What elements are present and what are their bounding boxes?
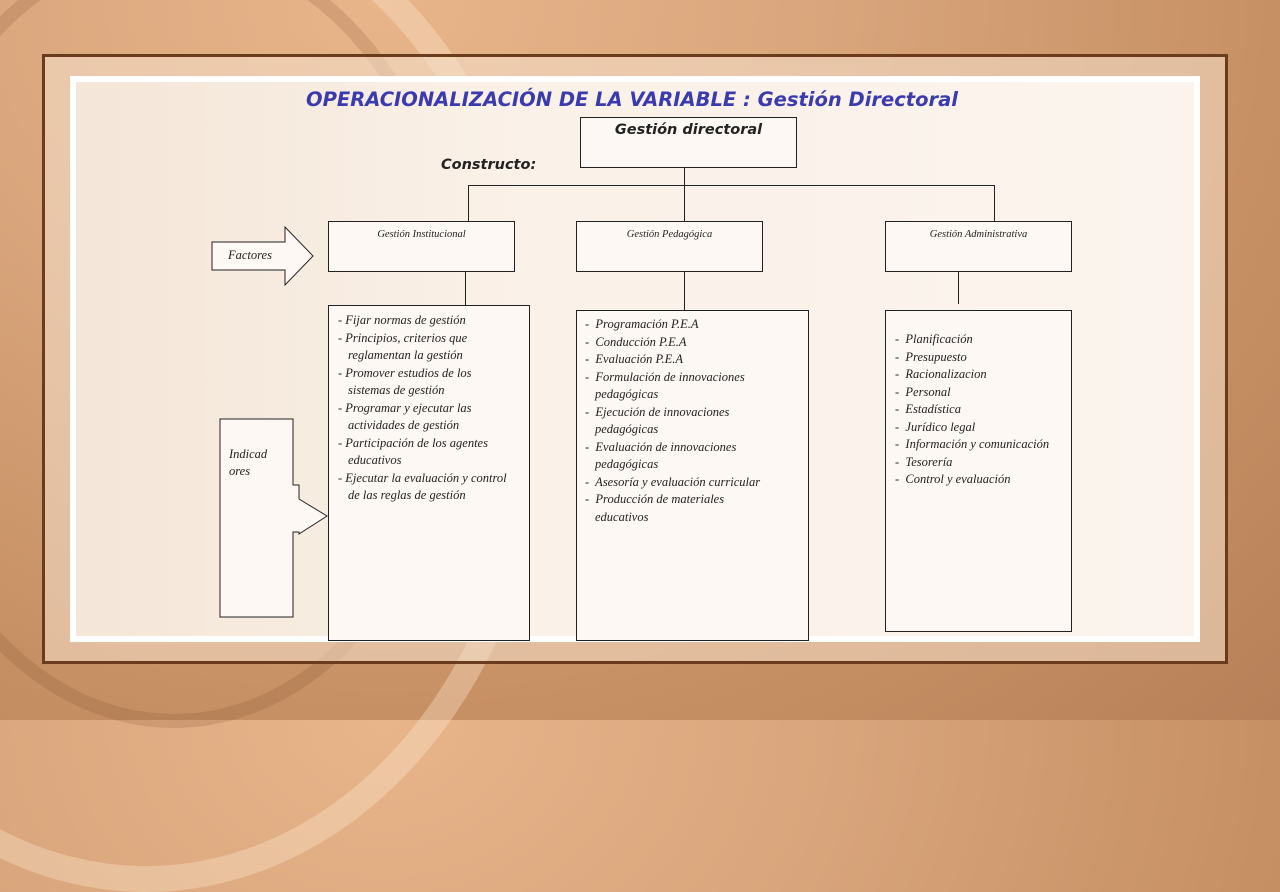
factor-gestion-administrativa [885,221,1072,272]
indicadores-label-line1: Indicad [229,447,268,461]
indicadores-label-line2: ores [229,464,251,478]
root-node-gestion-directoral [580,117,797,168]
indicators-administrativa-list [895,331,1055,489]
factor-label: Gestión Pedagógica [626,229,713,240]
indicator-item: - Evaluación de innovaciones pedagógicas [585,439,740,471]
indicator-item: - Ejecución de innovaciones pedagógicas [585,404,733,436]
indicator-item: - Principios, criterios que reglamentan la gestión [338,330,471,362]
connector-institucional-indicators [465,272,466,306]
factor-gestion-pedagogica [576,221,763,272]
indicators-administrativa-box [885,310,1072,632]
connector-pedagogica-indicators [684,272,685,310]
indicator-item: - Racionalizacion [895,367,987,381]
slide-title: OPERACIONALIZACIÓN DE LA VARIABLE : Gestión Directoral [306,88,958,111]
indicators-pedagogica-list [585,316,780,526]
indicator-item: - Estadística [895,402,961,416]
indicator-item: - Fijar normas de gestión [338,313,466,327]
factor-label: Gestión Administrativa [929,229,1028,240]
connector-administrativa-indicators [958,272,959,304]
indicator-item: - Evaluación P.E.A [585,352,684,366]
indicators-pedagogica-box [576,310,809,641]
indicator-item: - Programar y ejecutar las actividades de gestión [338,400,475,432]
indicator-item: - Jurídico legal [895,419,976,434]
indicator-item: - Conducción P.E.A [585,334,687,349]
indicator-item: - Personal [895,384,951,399]
indicator-item: - Control y evaluación [895,472,1011,486]
indicators-institucional-box [328,305,530,641]
indicator-item: - Asesoría y evaluación curricular [585,474,761,489]
indicator-item: - Programación P.E.A [585,317,699,331]
connector-horizontal-bus [468,185,995,186]
indicator-item: - Presupuesto [895,349,967,364]
connector-right-down [994,185,995,221]
indicator-item: - Producción de materiales educativos [585,492,728,524]
connector-root-down [684,168,685,186]
indicator-item: - Tesorería [895,454,953,469]
factores-label: Factores [228,248,272,262]
indicator-item: - Información y comunicación [895,437,1050,451]
factor-label: Gestión Institucional [377,229,466,240]
constructo-label: Constructo: [441,157,537,173]
indicator-item: - Promover estudios de los sistemas de gestión [338,365,475,397]
factor-gestion-institucional [328,221,515,272]
indicator-item: - Ejecutar la evaluación y control de las reglas de gestión [338,470,510,502]
indicator-item: - Planificación [895,332,973,346]
indicator-item: - Formulación de innovaciones pedagógicas [585,369,748,401]
connector-left-down [468,185,469,221]
indicators-institucional-list [338,312,508,505]
indicator-item: - Participación de los agentes educativos [338,435,492,467]
root-node-label: Gestión directoral [614,122,763,138]
connector-center-down [684,185,685,221]
